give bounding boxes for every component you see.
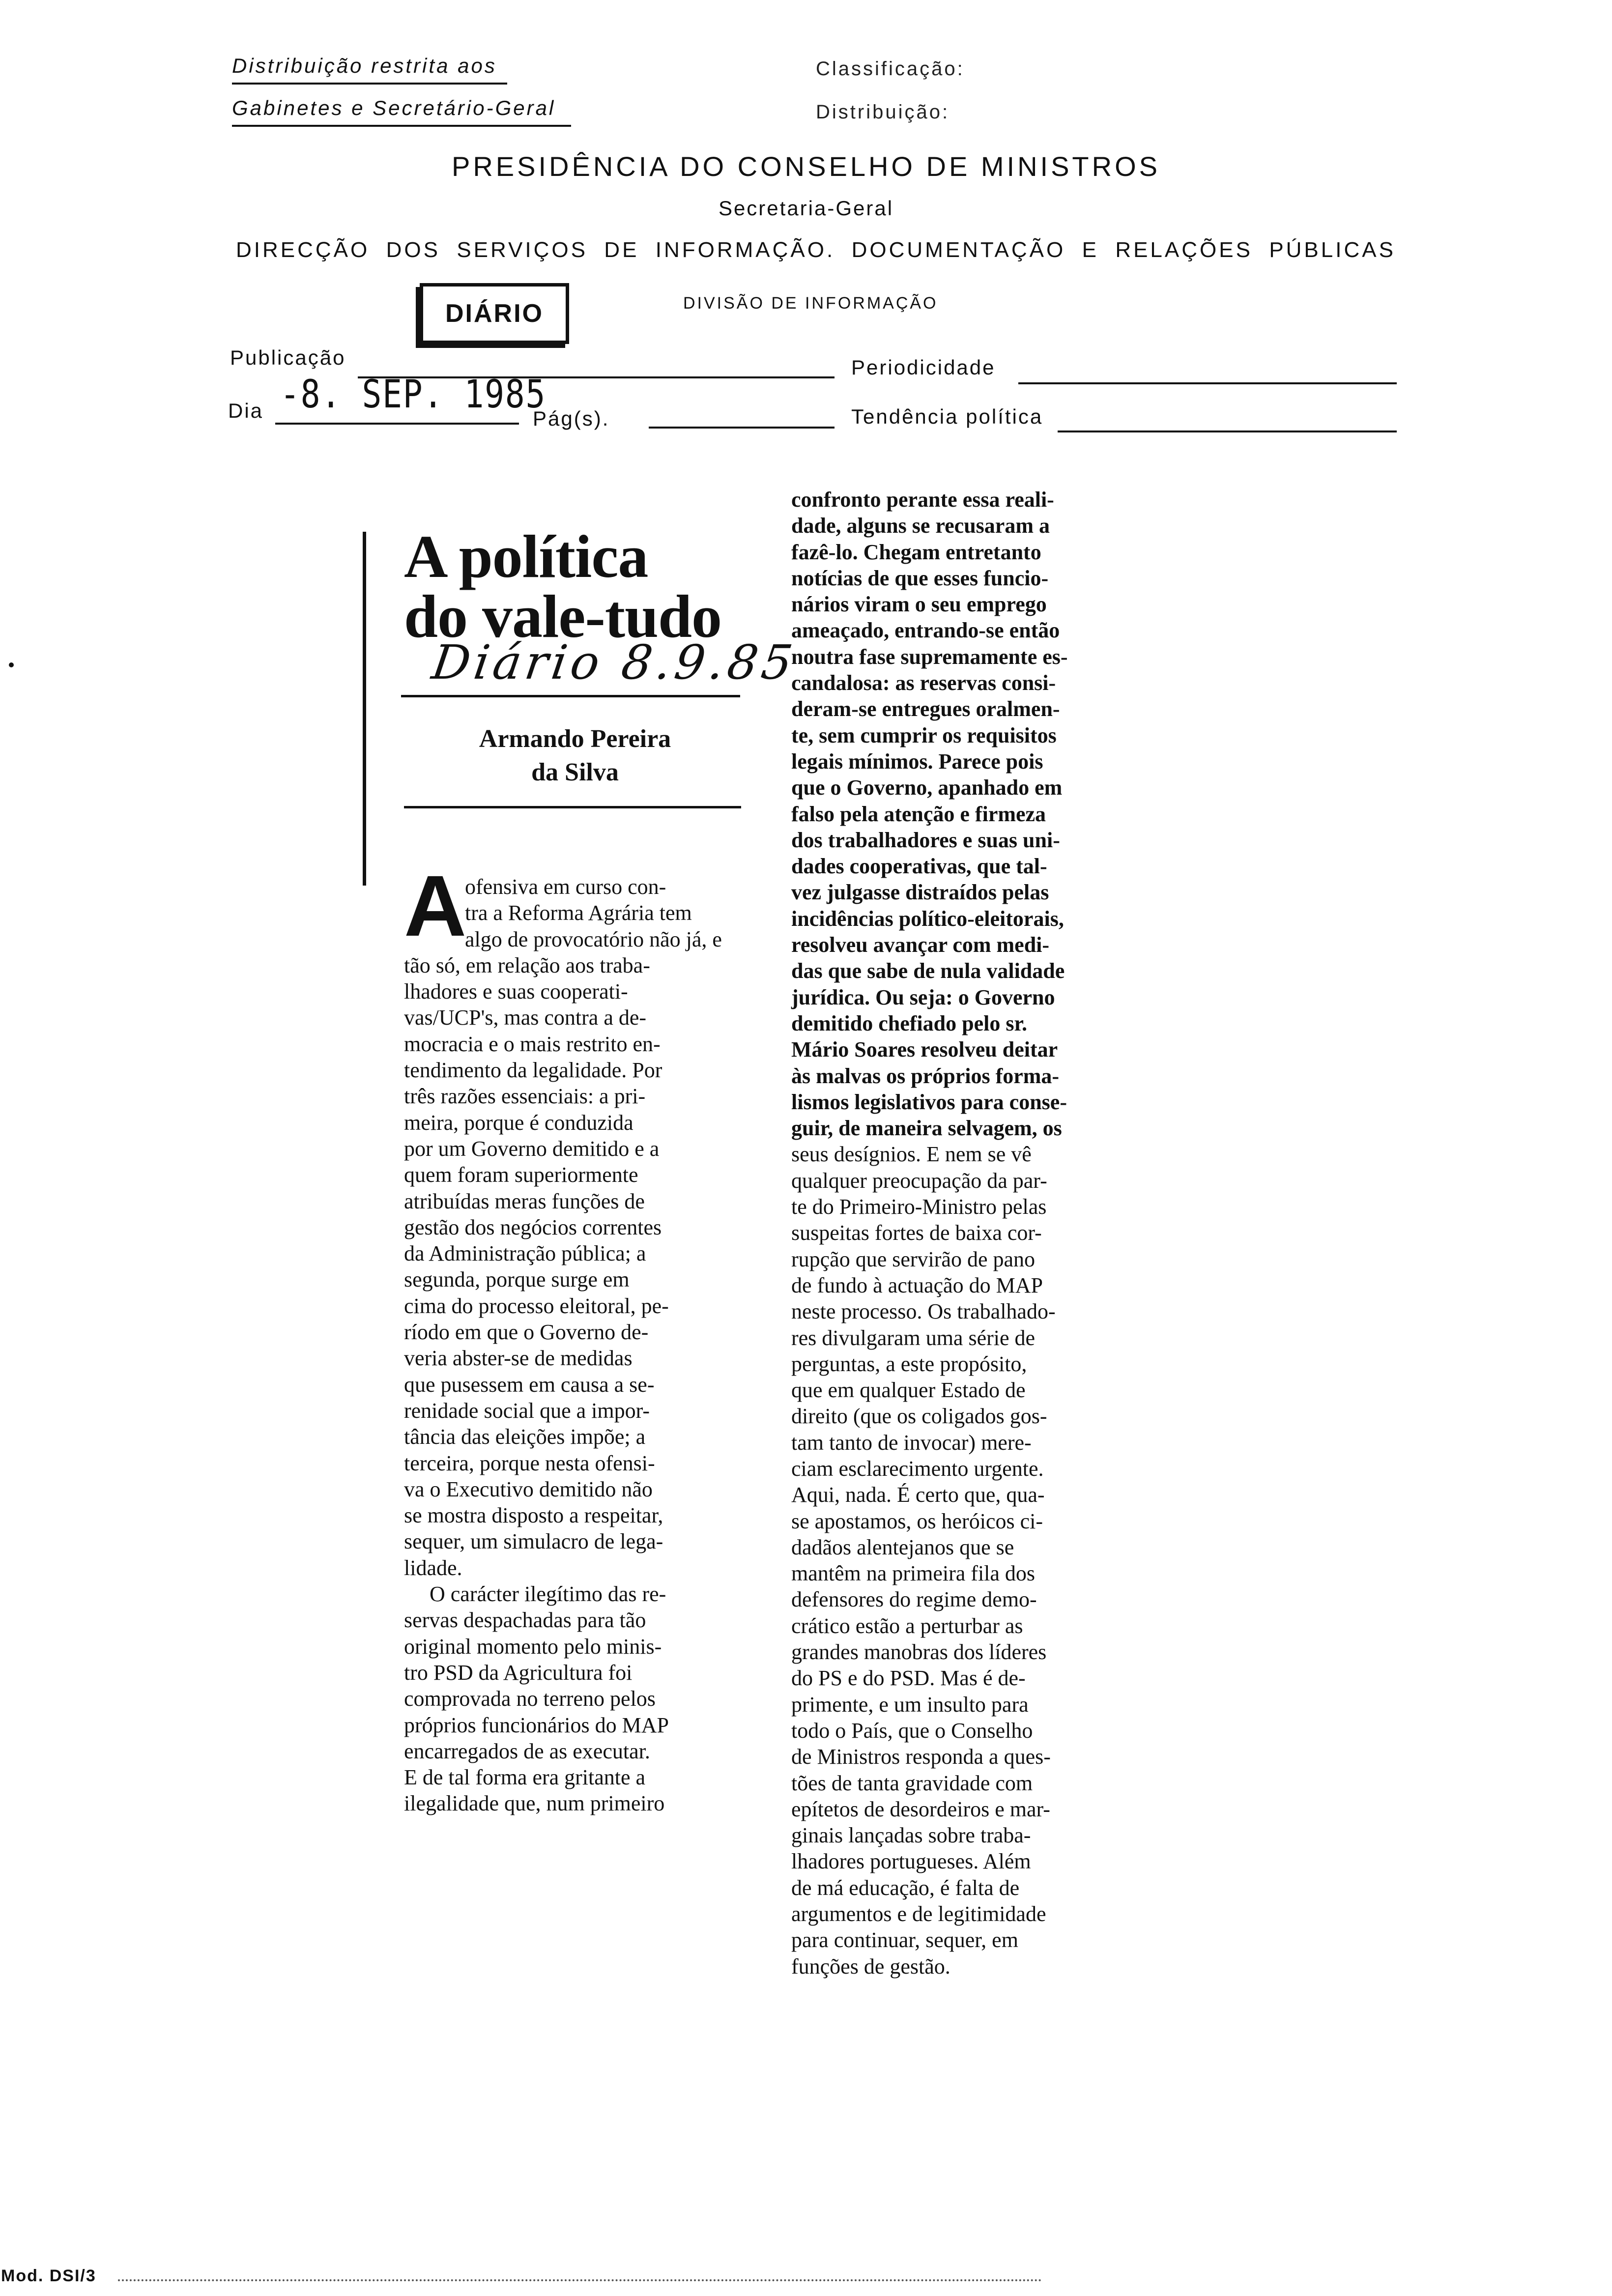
article-line: se mostra disposto a respeitar, <box>404 1503 663 1528</box>
distribution-note-line1: Distribuição restrita aos <box>232 54 497 77</box>
article-line: ginais lançadas sobre traba- <box>791 1823 1031 1848</box>
article-line: para continuar, sequer, em <box>791 1928 1018 1952</box>
article-line: argumentos e de legitimidade <box>791 1902 1046 1926</box>
article-line: seus desígnios. E nem se vê <box>791 1142 1032 1167</box>
article-line: ilegalidade que, num primeiro <box>404 1791 665 1816</box>
article-line: comprovada no terreno pelos <box>404 1687 656 1711</box>
article-line: vas/UCP's, mas contra a de- <box>404 1005 647 1030</box>
article-line: ciam esclarecimento urgente. <box>791 1456 1044 1481</box>
byline-line: da Silva <box>531 758 619 786</box>
article-line: que pusessem em causa a se- <box>404 1372 655 1397</box>
article-line: tam tanto de invocar) mere- <box>791 1430 1032 1455</box>
drop-cap: A <box>404 858 467 954</box>
article-line: funções de gestão. <box>791 1954 950 1979</box>
article-line: renidade social que a impor- <box>404 1398 650 1423</box>
article-line: epítetos de desordeiros e mar- <box>791 1797 1050 1821</box>
article-line: do PS e do PSD. Mas é de- <box>791 1666 1026 1691</box>
article-line: de Ministros responda a ques- <box>791 1745 1051 1769</box>
article-line: lismos legislativos para conse- <box>791 1090 1067 1114</box>
scan-speck <box>9 662 14 667</box>
article-line: ameaçado, entrando-se então <box>791 618 1060 643</box>
direccao-word: DOCUMENTAÇÃO <box>851 238 1066 262</box>
article-line: jurídica. Ou seja: o Governo <box>791 985 1055 1009</box>
dia-date-stamp: -8. SEP. 1985 <box>280 373 547 417</box>
article-line: lhadores portugueses. Além <box>791 1849 1031 1874</box>
article-line: deram-se entregues oralmen- <box>791 697 1060 721</box>
article-line: te, sem cumprir os requisitos <box>791 723 1057 747</box>
article-line: O carácter ilegítimo das re- <box>430 1582 666 1607</box>
direccao-word: DOS <box>386 238 440 262</box>
article-line: tra a Reforma Agrária tem <box>465 901 692 925</box>
direccao-word: INFORMAÇÃO. <box>655 238 835 262</box>
article-line: próprios funcionários do MAP <box>404 1713 669 1737</box>
article-line: terceira, porque nesta ofensi- <box>404 1451 655 1475</box>
distribuicao-label: Distribuição: <box>816 101 950 123</box>
article-line: de fundo à actuação do MAP <box>791 1273 1043 1297</box>
handwritten-annotation: Diário 8.9.85 <box>429 635 800 690</box>
form-code-label: Mod. DSI/3 <box>1 2267 96 2285</box>
direccao-word: DIRECÇÃO <box>236 238 370 262</box>
direccao-word: RELAÇÕES <box>1115 238 1253 262</box>
article-line: atribuídas meras funções de <box>404 1189 645 1213</box>
article-line: gestão dos negócios correntes <box>404 1215 662 1239</box>
article-line: grandes manobras dos líderes <box>791 1640 1047 1665</box>
publication-stamp: DIÁRIO <box>420 283 569 344</box>
direccao-word: DE <box>604 238 639 262</box>
article-line: ofensiva em curso con- <box>465 875 666 899</box>
article-line: tão só, em relação aos traba- <box>404 953 650 977</box>
byline-line: Armando Pereira <box>479 725 671 753</box>
publicacao-label: Publicação <box>230 346 346 369</box>
article-line: noutra fase supremamente es- <box>791 644 1068 669</box>
article-line: se apostamos, os heróicos ci- <box>791 1509 1043 1533</box>
article-column-2 <box>791 487 1145 1980</box>
article-line: servas despachadas para tão <box>404 1608 646 1633</box>
article-line: três razões essenciais: a pri- <box>404 1084 646 1109</box>
pags-label: Pág(s). <box>533 407 610 430</box>
article-line: às malvas os próprios forma- <box>791 1063 1060 1088</box>
byline-rule <box>404 806 741 808</box>
distribution-note-line2: Gabinetes e Secretário-Geral <box>232 96 556 119</box>
periodicidade-label: Periodicidade <box>851 356 996 379</box>
article-line: legais mínimos. Parece pois <box>791 749 1043 774</box>
article-line: neste processo. Os trabalhado- <box>791 1299 1056 1324</box>
classificacao-label: Classificação: <box>816 58 965 80</box>
article-line: confronto perante essa reali- <box>791 488 1054 512</box>
article-line: quem foram superiormente <box>404 1163 638 1187</box>
secretaria-heading: Secretaria-Geral <box>718 197 894 220</box>
divisao-heading: DIVISÃO DE INFORMAÇÃO <box>683 294 938 313</box>
article-line: notícias de que esses funcio- <box>791 566 1049 590</box>
article-line: que o Governo, apanhado em <box>791 775 1063 800</box>
article-line: veria abster-se de medidas <box>404 1346 633 1371</box>
article-line: primente, e um insulto para <box>791 1692 1029 1717</box>
article-byline <box>408 722 742 789</box>
article-line: da Administração pública; a <box>404 1241 646 1266</box>
article-line: tro PSD da Agricultura foi <box>404 1660 633 1685</box>
direccao-heading <box>236 238 1396 262</box>
article-line: mantêm na primeira fila dos <box>791 1561 1036 1586</box>
article-line: rupção que servirão de pano <box>791 1247 1036 1271</box>
article-line: lidade. <box>404 1555 462 1580</box>
footer-dotted-rule <box>118 2279 1042 2281</box>
pags-field-line <box>649 427 835 429</box>
article-line: das que sabe de nula validade <box>791 959 1065 983</box>
article-line: vez julgasse distraídos pelas <box>791 880 1049 905</box>
article-line: Mário Soares resolveu deitar <box>791 1037 1058 1062</box>
article-line: incidências político-eleitorais, <box>791 906 1064 931</box>
article-line: te do Primeiro-Ministro pelas <box>791 1195 1047 1219</box>
article-line: tendimento da legalidade. Por <box>404 1058 662 1083</box>
article-line: Aqui, nada. É certo que, qua- <box>791 1483 1045 1507</box>
article-line: lhadores e suas cooperati- <box>404 979 628 1004</box>
article-line: sequer, um simulacro de lega- <box>404 1529 663 1554</box>
article-margin-rule <box>363 532 366 886</box>
direccao-word: SERVIÇOS <box>457 238 588 262</box>
periodicidade-field-line <box>1018 382 1397 384</box>
article-line: demitido chefiado pelo sr. <box>791 1011 1027 1035</box>
article-line: meira, porque é conduzida <box>404 1110 633 1135</box>
article-line: direito (que os coligados gos- <box>791 1404 1047 1429</box>
article-line: original momento pelo minis- <box>404 1634 662 1659</box>
article-line: ríodo em que o Governo de- <box>404 1320 649 1345</box>
article-line: mocracia e o mais restrito en- <box>404 1032 661 1056</box>
article-line: dos trabalhadores e suas uni- <box>791 828 1060 852</box>
distribution-note-rule-2 <box>232 125 571 127</box>
title-line: A política <box>404 523 648 590</box>
distribution-note-rule <box>232 83 507 85</box>
article-line: cima do processo eleitoral, pe- <box>404 1293 669 1318</box>
article-line: segunda, porque surge em <box>404 1267 630 1292</box>
article-line: candalosa: as reservas consi- <box>791 671 1056 695</box>
tendencia-field-line <box>1058 430 1397 432</box>
article-line: defensores do regime demo- <box>791 1587 1037 1612</box>
direccao-word: E <box>1082 238 1099 262</box>
article-line: falso pela atenção e firmeza <box>791 802 1046 826</box>
article-line: encarregados de as executar. <box>404 1739 650 1763</box>
article-line: perguntas, a este propósito, <box>791 1351 1027 1376</box>
dia-field-line <box>275 423 519 425</box>
article-line: E de tal forma era gritante a <box>404 1765 646 1790</box>
article-line: de má educação, é falta de <box>791 1875 1020 1900</box>
article-line: crático estão a perturbar as <box>791 1613 1023 1638</box>
article-line: res divulgaram uma série de <box>791 1325 1036 1350</box>
article-line: guir, de maneira selvagem, os <box>791 1116 1062 1141</box>
dia-label: Dia <box>228 399 264 422</box>
presidency-heading: PRESIDÊNCIA DO CONSELHO DE MINISTROS <box>452 151 1160 182</box>
tendencia-label: Tendência política <box>851 405 1043 428</box>
article-line: por um Governo demitido e a <box>404 1136 660 1161</box>
article-line: dade, alguns se recusaram a <box>791 514 1050 538</box>
article-line: qualquer preocupação da par- <box>791 1168 1047 1193</box>
article-line: dadãos alentejanos que se <box>791 1535 1014 1559</box>
article-column-1 <box>404 874 748 1817</box>
article-line: tões de tanta gravidade com <box>791 1771 1033 1795</box>
article-line: todo o País, que o Conselho <box>791 1718 1033 1743</box>
article-line: resolveu avançar com medi- <box>791 933 1050 957</box>
article-line: tância das eleições impõe; a <box>404 1425 646 1449</box>
article-line: suspeitas fortes de baixa cor- <box>791 1221 1042 1245</box>
title-line: do vale-tudo <box>404 583 721 650</box>
title-rule <box>401 695 740 697</box>
article-title <box>404 523 758 650</box>
article-line: dades cooperativas, que tal- <box>791 854 1047 879</box>
article-line: nários viram o seu emprego <box>791 592 1047 617</box>
article-line: fazê-lo. Chegam entretanto <box>791 540 1041 564</box>
article-line: algo de provocatório não já, e <box>465 927 722 951</box>
article-line: que em qualquer Estado de <box>791 1378 1026 1403</box>
direccao-word: PÚBLICAS <box>1269 238 1396 262</box>
article-line: va o Executivo demitido não <box>404 1477 653 1501</box>
